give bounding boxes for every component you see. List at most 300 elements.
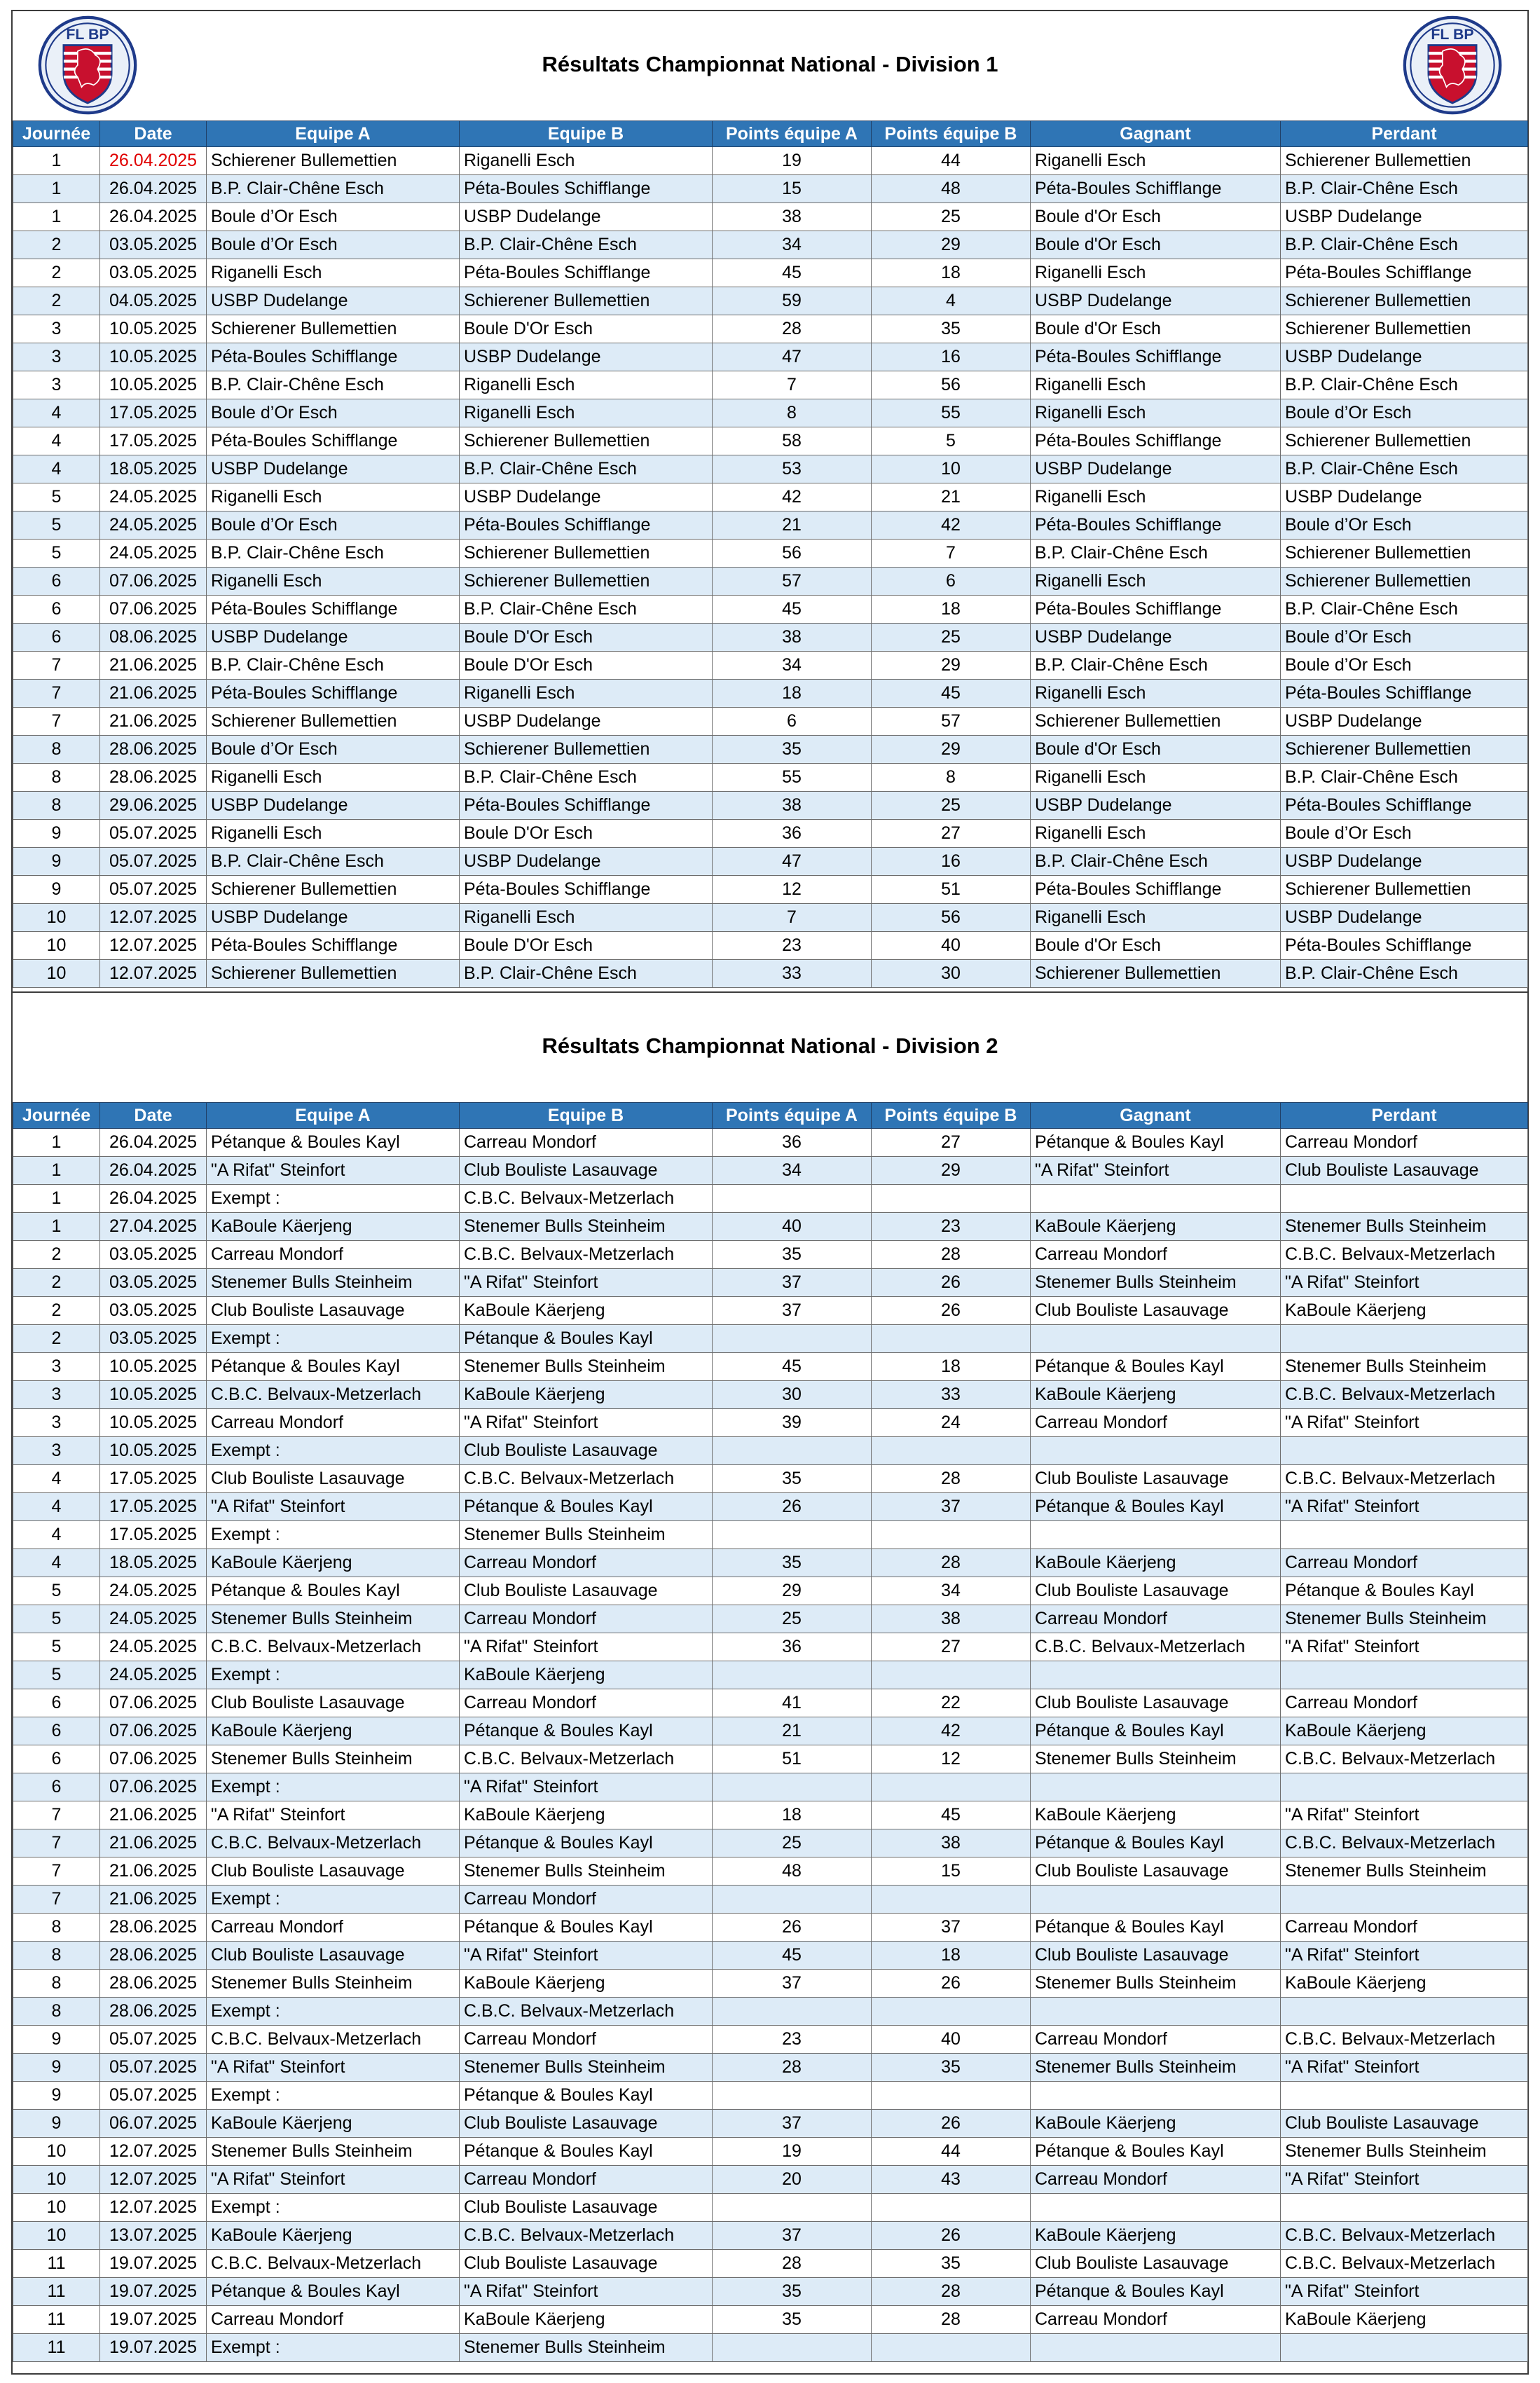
col-points-b-cell: 25 (872, 624, 1031, 652)
col-points-b-cell: 18 (872, 259, 1031, 287)
col-points-a-cell: 37 (713, 1269, 872, 1297)
col-journee-cell: 8 (13, 1998, 100, 2026)
col-equipe-b-cell: Péta-Boules Schifflange (460, 511, 713, 540)
col-gagnant-cell (1031, 1325, 1281, 1353)
col-equipe-a-cell: Boule d’Or Esch (207, 203, 460, 231)
col-points-a-cell: 21 (713, 511, 872, 540)
col-perdant-cell: Stenemer Bulls Steinheim (1281, 1857, 1528, 1886)
col-date-cell: 04.05.2025 (100, 287, 207, 315)
col-equipe-b-cell: KaBoule Käerjeng (460, 1661, 713, 1689)
col-perdant-cell: Carreau Mondorf (1281, 1129, 1528, 1157)
col-perdant-cell: Boule d’Or Esch (1281, 624, 1528, 652)
col-points-b-cell: 40 (872, 932, 1031, 960)
col-perdant-cell: KaBoule Käerjeng (1281, 1970, 1528, 1998)
col-points-a-cell (713, 2194, 872, 2222)
col-journee-header: Journée (13, 1103, 100, 1129)
col-points-a-cell: 35 (713, 736, 872, 764)
col-points-b-cell (872, 1437, 1031, 1465)
col-perdant-cell: Boule d’Or Esch (1281, 652, 1528, 680)
table-row (13, 1185, 1528, 1213)
col-points-a-cell: 38 (713, 792, 872, 820)
col-perdant-cell: Schierener Bullemettien (1281, 287, 1528, 315)
table-row (13, 1857, 1528, 1886)
table-row (13, 1493, 1528, 1521)
col-journee-cell: 6 (13, 1689, 100, 1717)
col-journee-cell: 1 (13, 203, 100, 231)
col-perdant-cell: C.B.C. Belvaux-Metzerlach (1281, 2250, 1528, 2278)
col-gagnant-cell: Pétanque & Boules Kayl (1031, 1914, 1281, 1942)
col-points-b-cell: 48 (872, 175, 1031, 203)
col-equipe-a-cell: Schierener Bullemettien (207, 147, 460, 175)
col-date-cell: 03.05.2025 (100, 1241, 207, 1269)
col-points-b-cell (872, 2334, 1031, 2362)
col-equipe-b-cell: Pétanque & Boules Kayl (460, 1829, 713, 1857)
col-journee-cell: 8 (13, 736, 100, 764)
col-journee-cell: 1 (13, 175, 100, 203)
col-points-b-cell: 35 (872, 315, 1031, 343)
col-date-cell: 19.07.2025 (100, 2334, 207, 2362)
col-points-b-cell: 29 (872, 231, 1031, 259)
col-equipe-b-cell: Schierener Bullemettien (460, 568, 713, 596)
col-equipe-b-cell: Pétanque & Boules Kayl (460, 2138, 713, 2166)
col-date-cell: 12.07.2025 (100, 904, 207, 932)
col-gagnant-cell: Péta-Boules Schifflange (1031, 427, 1281, 455)
col-points-b-cell: 16 (872, 848, 1031, 876)
col-points-a-cell: 55 (713, 764, 872, 792)
col-equipe-a-cell: USBP Dudelange (207, 287, 460, 315)
col-equipe-a-cell: Exempt : (207, 2194, 460, 2222)
col-date-cell: 05.07.2025 (100, 2026, 207, 2054)
col-points-b-cell: 12 (872, 1745, 1031, 1773)
col-gagnant-cell: USBP Dudelange (1031, 287, 1281, 315)
col-gagnant-cell: Club Bouliste Lasauvage (1031, 1857, 1281, 1886)
col-equipe-b-cell: Boule D'Or Esch (460, 652, 713, 680)
col-perdant-cell: Schierener Bullemettien (1281, 315, 1528, 343)
table-row (13, 343, 1528, 371)
col-equipe-b-cell: Club Bouliste Lasauvage (460, 1157, 713, 1185)
col-gagnant-cell: Stenemer Bulls Steinheim (1031, 1970, 1281, 1998)
col-journee-cell: 7 (13, 652, 100, 680)
col-points-b-cell: 55 (872, 399, 1031, 427)
col-journee-cell: 6 (13, 1745, 100, 1773)
col-date-cell: 12.07.2025 (100, 2138, 207, 2166)
col-gagnant-cell (1031, 2082, 1281, 2110)
col-journee-cell: 3 (13, 1353, 100, 1381)
col-equipe-b-cell: Péta-Boules Schifflange (460, 792, 713, 820)
col-date-cell: 29.06.2025 (100, 792, 207, 820)
col-points-a-cell (713, 1521, 872, 1549)
col-points-a-cell: 29 (713, 1577, 872, 1605)
col-points-b-cell: 43 (872, 2166, 1031, 2194)
col-perdant-cell: Schierener Bullemettien (1281, 568, 1528, 596)
col-equipe-b-cell: Pétanque & Boules Kayl (460, 1717, 713, 1745)
table-row (13, 427, 1528, 455)
col-perdant-cell: B.P. Clair-Chêne Esch (1281, 960, 1528, 988)
col-points-b-cell: 34 (872, 1577, 1031, 1605)
col-journee-cell: 3 (13, 1409, 100, 1437)
col-journee-cell: 6 (13, 624, 100, 652)
col-perdant-cell: Stenemer Bulls Steinheim (1281, 1353, 1528, 1381)
col-journee-cell: 11 (13, 2306, 100, 2334)
col-points-b-cell: 29 (872, 736, 1031, 764)
col-equipe-a-cell: Carreau Mondorf (207, 2306, 460, 2334)
col-perdant-cell: "A Rifat" Steinfort (1281, 1942, 1528, 1970)
col-equipe-b-cell: Schierener Bullemettien (460, 540, 713, 568)
col-journee-cell: 11 (13, 2250, 100, 2278)
col-gagnant-cell: Boule d'Or Esch (1031, 315, 1281, 343)
col-journee-cell: 4 (13, 1549, 100, 1577)
division1-title: Résultats Championnat National - Division 1 (542, 52, 998, 76)
col-perdant-cell: Schierener Bullemettien (1281, 540, 1528, 568)
col-date-cell: 10.05.2025 (100, 1437, 207, 1465)
col-perdant-cell: B.P. Clair-Chêne Esch (1281, 596, 1528, 624)
col-equipe-a-cell: B.P. Clair-Chêne Esch (207, 848, 460, 876)
col-equipe-b-cell: C.B.C. Belvaux-Metzerlach (460, 1998, 713, 2026)
col-equipe-b-cell: Pétanque & Boules Kayl (460, 1914, 713, 1942)
col-perdant-cell (1281, 2334, 1528, 2362)
col-date-cell: 27.04.2025 (100, 1213, 207, 1241)
col-perdant-cell: Stenemer Bulls Steinheim (1281, 1213, 1528, 1241)
table-row (13, 287, 1528, 315)
col-date-cell: 26.04.2025 (100, 1129, 207, 1157)
col-gagnant-cell (1031, 1998, 1281, 2026)
col-gagnant-cell: Pétanque & Boules Kayl (1031, 1353, 1281, 1381)
col-points-b-header: Points équipe B (872, 121, 1031, 147)
col-journee-cell: 7 (13, 1886, 100, 1914)
col-perdant-cell: Stenemer Bulls Steinheim (1281, 2138, 1528, 2166)
col-equipe-b-cell: Carreau Mondorf (460, 2166, 713, 2194)
col-points-a-cell: 38 (713, 203, 872, 231)
col-journee-cell: 3 (13, 343, 100, 371)
col-perdant-cell: Carreau Mondorf (1281, 1549, 1528, 1577)
col-points-b-cell: 25 (872, 792, 1031, 820)
col-equipe-a-cell: USBP Dudelange (207, 455, 460, 483)
col-points-a-cell: 28 (713, 2250, 872, 2278)
col-equipe-b-cell: Riganelli Esch (460, 371, 713, 399)
col-journee-cell: 5 (13, 511, 100, 540)
table-row (13, 1409, 1528, 1437)
col-equipe-a-cell: Riganelli Esch (207, 483, 460, 511)
table-row (13, 483, 1528, 511)
col-date-cell: 24.05.2025 (100, 1605, 207, 1633)
col-journee-cell: 9 (13, 2082, 100, 2110)
table-row (13, 932, 1528, 960)
table-row (13, 1157, 1528, 1185)
col-date-cell: 12.07.2025 (100, 960, 207, 988)
col-date-cell: 21.06.2025 (100, 1801, 207, 1829)
col-equipe-b-cell: KaBoule Käerjeng (460, 1381, 713, 1409)
col-perdant-cell: USBP Dudelange (1281, 708, 1528, 736)
col-equipe-a-cell: "A Rifat" Steinfort (207, 2054, 460, 2082)
table-row (13, 1549, 1528, 1577)
col-points-a-cell: 47 (713, 343, 872, 371)
col-points-b-cell: 37 (872, 1914, 1031, 1942)
col-equipe-b-cell: KaBoule Käerjeng (460, 1970, 713, 1998)
col-date-cell: 17.05.2025 (100, 1465, 207, 1493)
col-date-cell: 07.06.2025 (100, 1773, 207, 1801)
col-points-a-cell: 47 (713, 848, 872, 876)
table-row (13, 624, 1528, 652)
col-date-cell: 10.05.2025 (100, 315, 207, 343)
col-gagnant-cell: Pétanque & Boules Kayl (1031, 2278, 1281, 2306)
table-row (13, 2082, 1528, 2110)
col-perdant-cell: Péta-Boules Schifflange (1281, 680, 1528, 708)
col-perdant-cell: USBP Dudelange (1281, 483, 1528, 511)
col-points-b-cell: 28 (872, 1549, 1031, 1577)
col-gagnant-cell: Péta-Boules Schifflange (1031, 511, 1281, 540)
col-perdant-cell: B.P. Clair-Chêne Esch (1281, 175, 1528, 203)
col-date-cell: 28.06.2025 (100, 1914, 207, 1942)
col-points-b-cell: 6 (872, 568, 1031, 596)
table-row (13, 1297, 1528, 1325)
col-journee-cell: 10 (13, 2138, 100, 2166)
col-points-a-cell: 6 (713, 708, 872, 736)
col-journee-cell: 10 (13, 2166, 100, 2194)
col-points-b-header: Points équipe B (872, 1103, 1031, 1129)
col-gagnant-cell: Carreau Mondorf (1031, 2306, 1281, 2334)
col-gagnant-cell: Pétanque & Boules Kayl (1031, 1493, 1281, 1521)
col-journee-cell: 6 (13, 596, 100, 624)
col-points-a-cell: 33 (713, 960, 872, 988)
col-equipe-a-cell: Exempt : (207, 1773, 460, 1801)
col-perdant-cell: Carreau Mondorf (1281, 1689, 1528, 1717)
table-row (13, 1886, 1528, 1914)
col-perdant-header: Perdant (1281, 121, 1528, 147)
col-gagnant-cell: Pétanque & Boules Kayl (1031, 2138, 1281, 2166)
col-equipe-b-cell: "A Rifat" Steinfort (460, 1269, 713, 1297)
col-perdant-cell: B.P. Clair-Chêne Esch (1281, 455, 1528, 483)
col-points-b-cell: 23 (872, 1213, 1031, 1241)
col-equipe-a-cell: Club Bouliste Lasauvage (207, 1857, 460, 1886)
col-perdant-cell: Boule d’Or Esch (1281, 820, 1528, 848)
col-points-a-cell: 35 (713, 2306, 872, 2334)
table-row (13, 848, 1528, 876)
col-perdant-cell: Péta-Boules Schifflange (1281, 932, 1528, 960)
col-perdant-cell: C.B.C. Belvaux-Metzerlach (1281, 1829, 1528, 1857)
col-points-b-cell: 42 (872, 1717, 1031, 1745)
col-points-a-cell: 26 (713, 1493, 872, 1521)
col-journee-cell: 10 (13, 904, 100, 932)
col-perdant-cell (1281, 1437, 1528, 1465)
col-points-a-cell: 37 (713, 1970, 872, 1998)
col-date-cell: 07.06.2025 (100, 568, 207, 596)
col-perdant-cell: "A Rifat" Steinfort (1281, 1269, 1528, 1297)
col-gagnant-cell: USBP Dudelange (1031, 624, 1281, 652)
col-equipe-b-cell: Stenemer Bulls Steinheim (460, 2054, 713, 2082)
col-date-cell: 19.07.2025 (100, 2278, 207, 2306)
col-points-a-cell: 18 (713, 1801, 872, 1829)
col-equipe-a-cell: B.P. Clair-Chêne Esch (207, 371, 460, 399)
col-equipe-a-cell: KaBoule Käerjeng (207, 2222, 460, 2250)
col-points-b-cell: 16 (872, 343, 1031, 371)
col-equipe-a-cell: Boule d’Or Esch (207, 399, 460, 427)
col-journee-header: Journée (13, 121, 100, 147)
table-row (13, 1745, 1528, 1773)
col-equipe-a-cell: Pétanque & Boules Kayl (207, 1577, 460, 1605)
col-points-b-cell: 27 (872, 1129, 1031, 1157)
col-perdant-cell: C.B.C. Belvaux-Metzerlach (1281, 1465, 1528, 1493)
col-points-b-cell: 29 (872, 652, 1031, 680)
col-journee-cell: 7 (13, 1857, 100, 1886)
col-equipe-b-cell: Pétanque & Boules Kayl (460, 2082, 713, 2110)
table-row (13, 1801, 1528, 1829)
col-points-a-cell: 19 (713, 2138, 872, 2166)
col-gagnant-cell: Riganelli Esch (1031, 399, 1281, 427)
division1-table (13, 121, 1528, 988)
division2-table (13, 1102, 1528, 2362)
col-equipe-a-cell: Schierener Bullemettien (207, 876, 460, 904)
division1-panel (11, 10, 1529, 993)
col-date-cell: 26.04.2025 (100, 175, 207, 203)
col-equipe-a-cell: Club Bouliste Lasauvage (207, 1297, 460, 1325)
table-row (13, 2166, 1528, 2194)
col-date-cell: 21.06.2025 (100, 1829, 207, 1857)
col-equipe-a-header: Equipe A (207, 1103, 460, 1129)
table-row (13, 1325, 1528, 1353)
table-row (13, 2194, 1528, 2222)
table-row (13, 1914, 1528, 1942)
col-journee-cell: 9 (13, 848, 100, 876)
col-journee-cell: 10 (13, 2222, 100, 2250)
col-journee-cell: 8 (13, 1942, 100, 1970)
col-date-cell: 19.07.2025 (100, 2250, 207, 2278)
col-perdant-cell: USBP Dudelange (1281, 343, 1528, 371)
col-equipe-a-cell: Exempt : (207, 1661, 460, 1689)
col-points-b-cell: 25 (872, 203, 1031, 231)
col-points-a-cell: 28 (713, 2054, 872, 2082)
division2-panel (11, 993, 1529, 2375)
col-equipe-a-cell: Péta-Boules Schifflange (207, 932, 460, 960)
col-equipe-b-cell: Club Bouliste Lasauvage (460, 2194, 713, 2222)
col-gagnant-cell: Carreau Mondorf (1031, 2026, 1281, 2054)
col-points-b-cell: 37 (872, 1493, 1031, 1521)
col-date-cell: 24.05.2025 (100, 1661, 207, 1689)
col-gagnant-cell: Riganelli Esch (1031, 568, 1281, 596)
col-equipe-b-cell: C.B.C. Belvaux-Metzerlach (460, 2222, 713, 2250)
col-equipe-a-cell: Carreau Mondorf (207, 1241, 460, 1269)
table-row (13, 2278, 1528, 2306)
col-equipe-a-cell: Stenemer Bulls Steinheim (207, 1745, 460, 1773)
table-row (13, 568, 1528, 596)
col-points-b-cell: 35 (872, 2054, 1031, 2082)
col-date-cell: 03.05.2025 (100, 1269, 207, 1297)
col-gagnant-cell: KaBoule Käerjeng (1031, 1549, 1281, 1577)
col-points-b-cell (872, 1521, 1031, 1549)
col-perdant-cell: C.B.C. Belvaux-Metzerlach (1281, 1241, 1528, 1269)
table-row (13, 1829, 1528, 1857)
table-row (13, 1773, 1528, 1801)
col-perdant-cell (1281, 1661, 1528, 1689)
col-equipe-b-cell: USBP Dudelange (460, 343, 713, 371)
col-date-cell: 10.05.2025 (100, 343, 207, 371)
division2-header (13, 993, 1527, 1102)
col-equipe-b-cell: Club Bouliste Lasauvage (460, 1577, 713, 1605)
table-row (13, 596, 1528, 624)
svg-text:FL BP: FL BP (1431, 26, 1474, 43)
table-row (13, 259, 1528, 287)
table-row (13, 680, 1528, 708)
col-equipe-b-header: Equipe B (460, 121, 713, 147)
table-row (13, 1129, 1528, 1157)
col-equipe-a-cell: Pétanque & Boules Kayl (207, 2278, 460, 2306)
col-gagnant-cell: Péta-Boules Schifflange (1031, 175, 1281, 203)
col-journee-cell: 1 (13, 1157, 100, 1185)
col-journee-cell: 5 (13, 1605, 100, 1633)
col-points-a-cell: 57 (713, 568, 872, 596)
col-perdant-cell (1281, 1886, 1528, 1914)
col-points-a-cell: 34 (713, 231, 872, 259)
division2-title: Résultats Championnat National - Division 2 (542, 1033, 998, 1058)
col-gagnant-cell: Schierener Bullemettien (1031, 960, 1281, 988)
col-points-a-cell: 35 (713, 1549, 872, 1577)
table-row (13, 1577, 1528, 1605)
col-equipe-a-cell: Boule d’Or Esch (207, 231, 460, 259)
col-equipe-a-cell: Stenemer Bulls Steinheim (207, 2138, 460, 2166)
table-row (13, 652, 1528, 680)
col-journee-cell: 10 (13, 960, 100, 988)
col-date-cell: 10.05.2025 (100, 371, 207, 399)
col-points-a-cell: 35 (713, 1465, 872, 1493)
col-equipe-a-cell: USBP Dudelange (207, 792, 460, 820)
col-journee-cell: 10 (13, 2194, 100, 2222)
col-points-b-cell: 51 (872, 876, 1031, 904)
col-points-a-cell: 37 (713, 1297, 872, 1325)
col-date-cell: 03.05.2025 (100, 1325, 207, 1353)
col-gagnant-cell: Carreau Mondorf (1031, 1241, 1281, 1269)
col-journee-cell: 5 (13, 540, 100, 568)
col-date-cell: 05.07.2025 (100, 848, 207, 876)
col-date-cell: 07.06.2025 (100, 1745, 207, 1773)
col-gagnant-cell (1031, 1773, 1281, 1801)
col-journee-cell: 4 (13, 427, 100, 455)
col-journee-cell: 1 (13, 1129, 100, 1157)
col-gagnant-cell: B.P. Clair-Chêne Esch (1031, 848, 1281, 876)
col-equipe-b-cell: Carreau Mondorf (460, 1689, 713, 1717)
col-journee-cell: 9 (13, 2054, 100, 2082)
col-date-cell: 06.07.2025 (100, 2110, 207, 2138)
col-date-cell: 21.06.2025 (100, 680, 207, 708)
col-date-cell: 18.05.2025 (100, 1549, 207, 1577)
col-gagnant-cell: Carreau Mondorf (1031, 2166, 1281, 2194)
col-points-a-cell: 35 (713, 2278, 872, 2306)
col-date-cell: 12.07.2025 (100, 932, 207, 960)
col-perdant-cell: C.B.C. Belvaux-Metzerlach (1281, 1381, 1528, 1409)
col-points-a-cell: 40 (713, 1213, 872, 1241)
col-journee-cell: 3 (13, 371, 100, 399)
col-points-a-cell: 28 (713, 315, 872, 343)
col-equipe-a-cell: "A Rifat" Steinfort (207, 1801, 460, 1829)
table-row (13, 2306, 1528, 2334)
col-equipe-a-cell: USBP Dudelange (207, 904, 460, 932)
table-row (13, 820, 1528, 848)
col-equipe-a-cell: Stenemer Bulls Steinheim (207, 1269, 460, 1297)
col-points-a-cell (713, 2082, 872, 2110)
col-points-b-cell: 56 (872, 371, 1031, 399)
col-perdant-cell: Schierener Bullemettien (1281, 736, 1528, 764)
table-row (13, 540, 1528, 568)
col-gagnant-cell: Boule d'Or Esch (1031, 231, 1281, 259)
col-points-b-cell: 44 (872, 147, 1031, 175)
col-journee-cell: 5 (13, 1661, 100, 1689)
col-equipe-b-cell: Stenemer Bulls Steinheim (460, 2334, 713, 2362)
col-journee-cell: 4 (13, 1521, 100, 1549)
division1-header (13, 11, 1527, 121)
col-journee-cell: 3 (13, 1437, 100, 1465)
col-perdant-cell: "A Rifat" Steinfort (1281, 1493, 1528, 1521)
col-equipe-b-cell: "A Rifat" Steinfort (460, 1773, 713, 1801)
col-journee-cell: 2 (13, 1269, 100, 1297)
col-date-cell: 26.04.2025 (100, 147, 207, 175)
